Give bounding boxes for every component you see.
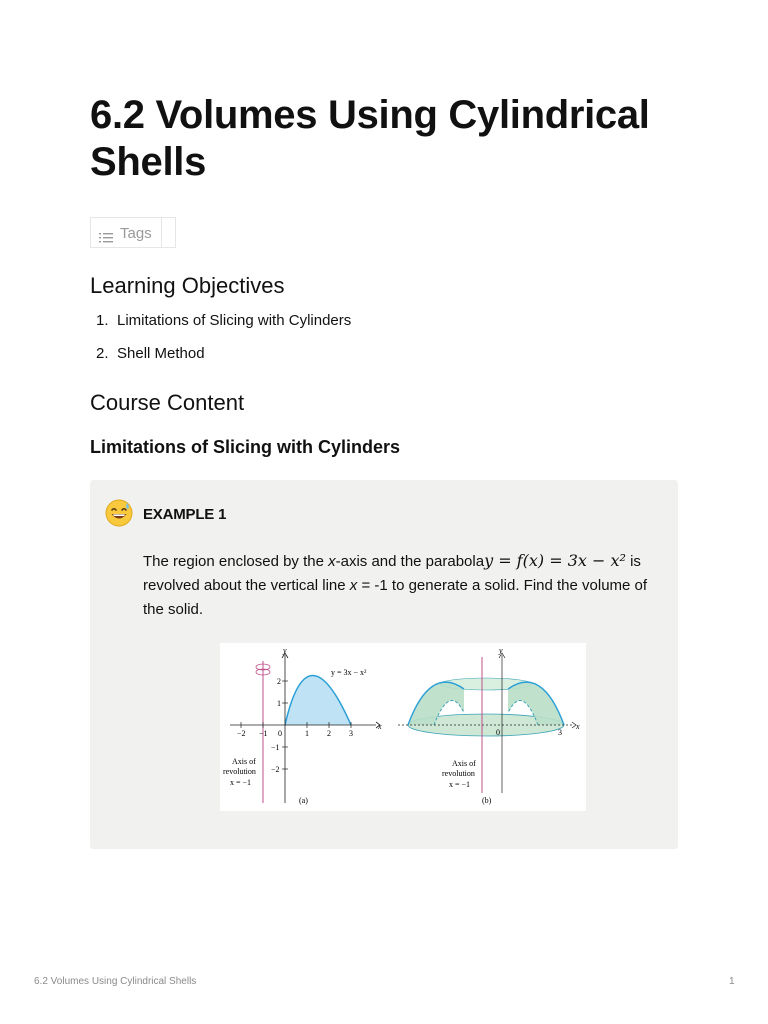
list-item-label: Shell Method — [117, 345, 205, 362]
y-axis-label: y — [283, 646, 287, 655]
x-tick-label: 3 — [558, 728, 562, 737]
x-tick-label: 0 — [278, 729, 282, 738]
list-item-number: 1. — [96, 312, 109, 329]
example-text-part: The region enclosed by the — [143, 553, 329, 570]
axis-label-line: x = −1 — [449, 780, 471, 789]
y-tick-label: 2 — [277, 677, 281, 686]
axis-label-line: Axis of — [232, 757, 256, 766]
example-text-var: x — [349, 577, 358, 594]
example-text-part: is revolved about the vertical line — [143, 553, 641, 594]
x-axis-label: x — [378, 722, 382, 731]
example-text-part: -axis and the parabola — [335, 553, 485, 570]
grinning-sweat-emoji-icon — [104, 498, 134, 533]
x-tick-label: 0 — [496, 728, 500, 737]
tags-label: Tags — [120, 225, 152, 242]
figure-caption: (a) — [299, 796, 308, 805]
panel-a — [223, 646, 382, 805]
region-fill — [285, 676, 351, 726]
list-item-number: 2. — [96, 345, 109, 362]
tags-property[interactable] — [90, 217, 176, 248]
x-tick-label: 3 — [349, 729, 353, 738]
example-title: EXAMPLE 1 — [143, 506, 227, 523]
y-tick-label: −2 — [271, 765, 280, 774]
page-title: 6.2 Volumes Using Cylindrical Shells — [90, 93, 650, 184]
example-text — [143, 549, 663, 622]
axis-label-line: x = −1 — [230, 778, 252, 787]
footer-page-number: 1 — [729, 976, 735, 987]
axis-label-line: Axis of — [452, 759, 476, 768]
x-tick-label: 2 — [327, 729, 331, 738]
footer-title: 6.2 Volumes Using Cylindrical Shells — [34, 976, 197, 987]
y-axis-label: y — [499, 646, 503, 655]
objectives-list — [96, 312, 351, 378]
figure-solid-of-revolution — [220, 643, 586, 811]
example-text-part: = -1 to generate a solid. Find the volume of the solid. — [143, 577, 648, 618]
list-item-label: Limitations of Slicing with Cylinders — [117, 312, 352, 329]
list-item — [96, 312, 351, 345]
example-text-var: x — [328, 553, 336, 570]
curve-label: y = 3x − x² — [331, 668, 367, 677]
x-tick-label: −1 — [259, 729, 268, 738]
y-tick-label: 1 — [277, 699, 281, 708]
x-axis-label: x — [576, 722, 580, 731]
list-item — [96, 345, 351, 378]
x-tick-label: −2 — [237, 729, 246, 738]
learning-objectives-heading: Learning Objectives — [90, 273, 285, 298]
x-tick-label: 1 — [305, 729, 309, 738]
y-tick-label: −1 — [271, 743, 280, 752]
list-icon — [99, 230, 113, 248]
example-callout — [90, 480, 678, 849]
parabola-formula: y = f(x) = 3x − x² — [484, 551, 626, 570]
subsection-heading: Limitations of Slicing with Cylinders — [90, 437, 401, 457]
tags-divider — [161, 218, 162, 247]
axis-label-line: revolution — [442, 769, 475, 778]
axis-label-line: revolution — [223, 767, 256, 776]
course-content-heading: Course Content — [90, 390, 245, 415]
figure-caption: (b) — [482, 796, 492, 805]
panel-b — [398, 646, 580, 805]
